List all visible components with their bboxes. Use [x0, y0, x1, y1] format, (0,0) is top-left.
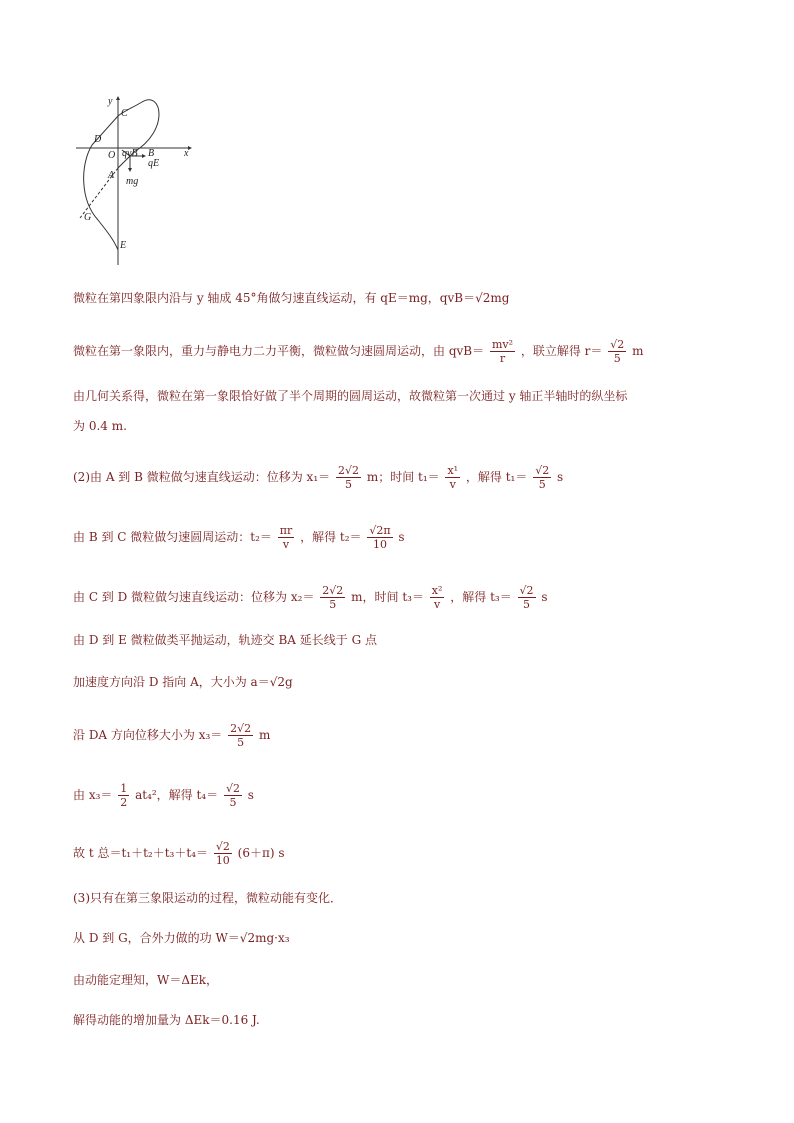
denominator: 2 — [120, 796, 128, 809]
label-g: G — [84, 212, 92, 223]
numerator: 2√2 — [337, 464, 359, 477]
fraction — [445, 464, 460, 491]
text-segment: 由 x₃＝ — [73, 788, 113, 802]
text-line: 加速度方向沿 D 指向 A，大小为 a＝√2g — [73, 675, 293, 689]
label-b: B — [148, 148, 155, 159]
text-segment: s — [247, 788, 254, 802]
text-line — [73, 338, 643, 365]
numerator: √2π — [369, 524, 391, 537]
label-qvb: qvB — [122, 148, 138, 159]
numerator: √2 — [215, 840, 230, 853]
fraction — [228, 722, 253, 749]
text-line — [73, 722, 270, 749]
text-line — [73, 464, 563, 491]
text-segment: ，解得 t₁＝ — [465, 470, 528, 484]
fraction — [490, 338, 515, 365]
text-segment: s — [557, 470, 564, 484]
text-line: 从 D 到 G，合外力做的功 W＝√2mg·x₃ — [73, 931, 290, 945]
numerator: √2 — [535, 464, 550, 477]
text-segment: (2)由 A 到 B 微粒做匀速直线运动：位移为 x₁＝ — [73, 470, 331, 484]
text-line — [73, 840, 285, 867]
numerator: 1 — [120, 782, 128, 795]
text-line: 由 D 到 E 微粒做类平抛运动，轨迹交 BA 延长线于 G 点 — [73, 633, 377, 647]
text-segment: (6＋π) s — [237, 846, 285, 860]
fraction — [608, 338, 626, 365]
text-segment: s — [398, 530, 405, 544]
numerator: √2 — [519, 584, 534, 597]
text-segment: 故 t 总＝t₁＋t₂＋t₃＋t₄＝ — [73, 846, 208, 860]
fraction — [430, 584, 445, 611]
fraction — [367, 524, 392, 551]
text-line — [73, 584, 548, 611]
trajectory-diagram — [70, 90, 210, 270]
label-a: A — [108, 170, 115, 181]
denominator: 10 — [372, 538, 387, 551]
denominator: 10 — [215, 854, 230, 867]
label-d: D — [94, 134, 102, 145]
text-segment: m — [258, 728, 271, 742]
denominator: v — [434, 598, 441, 611]
text-segment: m — [632, 344, 644, 358]
fraction — [214, 840, 232, 867]
label-qe: qE — [148, 158, 160, 169]
text-line: (3)只有在第三象限运动的过程，微粒动能有变化． — [73, 891, 342, 905]
label-o: O — [108, 150, 116, 161]
denominator: 5 — [329, 598, 337, 611]
text-segment: m，时间 t₃＝ — [351, 590, 424, 604]
text-segment: at₄²，解得 t₄＝ — [135, 788, 219, 802]
label-y: y — [108, 96, 113, 107]
fraction — [224, 782, 242, 809]
numerator: x² — [431, 584, 443, 597]
numerator: √2 — [610, 338, 625, 351]
fraction — [518, 584, 536, 611]
numerator: mv² — [491, 338, 513, 351]
fraction — [533, 464, 551, 491]
text-line: 为 0.4 m. — [73, 419, 127, 433]
text-line — [73, 524, 405, 551]
text-segment: 微粒在第一象限内，重力与静电力二力平衡，微粒做匀速圆周运动，由 qvB＝ — [73, 344, 485, 358]
fraction — [118, 782, 129, 809]
denominator: v — [449, 478, 456, 491]
text-segment: ，解得 t₂＝ — [300, 530, 362, 544]
text-segment: 沿 DA 方向位移大小为 x₃＝ — [73, 728, 223, 742]
label-x: x — [184, 148, 189, 159]
text-line: 由几何关系得，微粒在第一象限恰好做了半个周期的圆周运动，故微粒第一次通过 y 轴正半轴时的纵坐标 — [73, 389, 628, 403]
text-segment: s — [541, 590, 548, 604]
text-line: 由动能定理知，W＝ΔEk， — [73, 973, 219, 987]
denominator: 5 — [523, 598, 531, 611]
text-line — [73, 782, 254, 809]
fraction — [320, 584, 345, 611]
denominator: 5 — [613, 352, 621, 365]
fraction — [278, 524, 295, 551]
numerator: 2√2 — [230, 722, 252, 735]
denominator: 5 — [344, 478, 352, 491]
numerator: πr — [279, 524, 293, 537]
numerator: 2√2 — [322, 584, 344, 597]
denominator: 5 — [229, 796, 237, 809]
fraction — [336, 464, 361, 491]
numerator: x¹ — [447, 464, 459, 477]
text-segment: ，联立解得 r＝ — [520, 344, 603, 358]
label-e: E — [120, 240, 127, 251]
text-segment: m；时间 t₁＝ — [366, 470, 440, 484]
text-segment: 由 C 到 D 微粒做匀速直线运动：位移为 x₂＝ — [73, 590, 315, 604]
numerator: √2 — [225, 782, 240, 795]
denominator: 5 — [237, 736, 245, 749]
text-line: 解得动能的增加量为 ΔEk＝0.16 J. — [73, 1013, 260, 1027]
denominator: 5 — [538, 478, 546, 491]
label-mg: mg — [126, 176, 139, 187]
denominator: r — [499, 352, 506, 365]
text-segment: 由 B 到 C 微粒做匀速圆周运动：t₂＝ — [73, 530, 272, 544]
text-line: 微粒在第四象限内沿与 y 轴成 45°角做匀速直线运动，有 qE＝mg，qvB＝√2mg — [73, 291, 510, 305]
text-segment: ，解得 t₃＝ — [450, 590, 512, 604]
label-c: C — [121, 108, 128, 119]
denominator: v — [282, 538, 290, 551]
